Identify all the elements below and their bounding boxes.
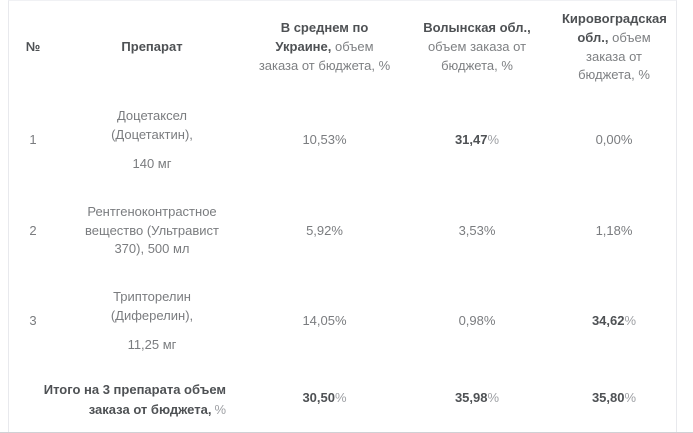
value-number-bold: 35,80 [591,390,625,405]
value-cell: 14,05% [302,313,347,329]
col-header-volyn-region-rest: объем заказа от бюджета, % [427,39,527,73]
value-cell: 0,00% [595,132,633,148]
header-row [9,1,676,94]
value-cell: 5,92% [306,222,343,238]
total-row [9,368,676,433]
col-header-volyn-region-bold: Волынская обл., [423,20,531,36]
drug-name-cell [57,187,247,275]
percent-suffix: % [334,390,347,405]
data-table [9,1,676,433]
value-number-bold: 31,47 [454,132,488,148]
col-header-kirovohrad-region-rest: объем заказа от бюджета, % [578,29,651,83]
table-header [9,1,676,94]
value-cell [552,275,676,368]
col-header-drug-label: Препарат [121,39,183,55]
col-header-kirovohrad-region-bold: Кировоградская обл., [562,10,667,45]
row-number: 2 [29,222,37,238]
percent-suffix: % [487,132,500,148]
col-header-avg-ukraine-bold: В среднем по Украине, [275,20,369,55]
drug-name-line: 11,25 мг [127,336,177,352]
percent-suffix: % [624,313,637,329]
value-number-bold: 34,62 [591,313,625,329]
table-row [9,275,676,368]
col-header-volyn-region [402,1,552,94]
value-cell: 3,53% [458,222,496,238]
total-row-label [9,368,247,433]
total-row-label-text: Итого на 3 препарата объем заказа от бюджета, [43,382,226,417]
value-cell [247,368,402,433]
drug-name-line: Доцетаксел (Доцетактин), [111,108,193,143]
drug-budget-order-table [8,0,677,433]
table-row [9,94,676,187]
col-header-number [9,1,57,94]
value-cell: 1,18% [595,222,633,238]
col-header-avg-ukraine [247,1,402,94]
drug-name-cell [57,94,247,187]
col-header-avg-ukraine-rest: объем заказа от бюджета, % [258,39,391,73]
value-cell [552,368,676,433]
table-row [9,187,676,275]
col-header-kirovohrad-region [552,1,676,94]
value-cell [402,94,552,187]
value-cell [402,368,552,433]
value-cell: 0,98% [458,313,496,329]
drug-name-line: 140 мг [132,155,172,171]
col-header-number-label: № [25,39,41,55]
drug-name-line: Трипторелин (Диферелин), [110,289,194,324]
table-body [9,94,676,433]
col-header-drug [57,1,247,94]
value-number-bold: 35,98 [454,390,488,405]
value-number-bold: 30,50 [302,390,335,405]
row-number: 1 [29,132,37,148]
total-row-percent-suffix: % [214,401,226,417]
percent-suffix: % [487,390,500,405]
drug-name-cell [57,275,247,368]
drug-name-line: Рентгеноконтрастное вещество (Ультравист 370), 500 мл [85,203,219,257]
percent-suffix: % [624,390,637,405]
value-cell: 10,53% [302,132,347,148]
row-number: 3 [29,313,37,329]
